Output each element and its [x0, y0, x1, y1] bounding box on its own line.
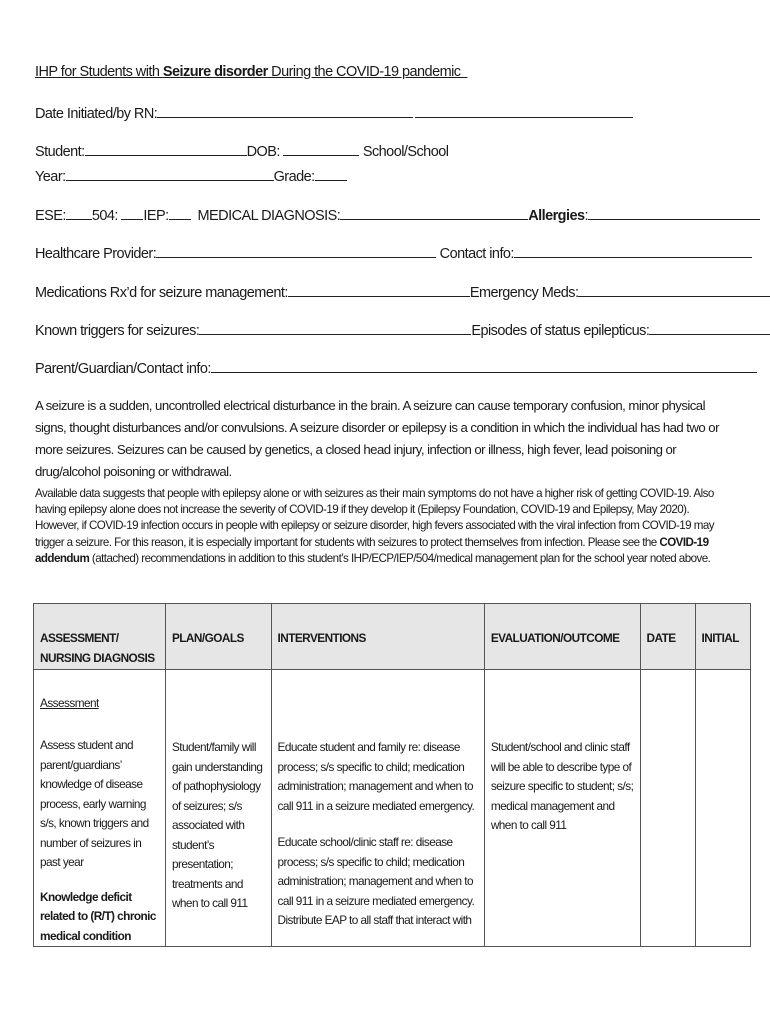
date-cell[interactable] — [640, 670, 695, 947]
allergies-label: Allergies — [528, 208, 585, 224]
student-label: Student: — [35, 144, 85, 160]
table-row — [34, 670, 751, 947]
grade-blank[interactable] — [315, 166, 347, 181]
document-title — [35, 64, 467, 80]
parent-guardian-row — [35, 358, 757, 377]
allergies-colon: : — [584, 208, 588, 224]
medications-row — [35, 282, 770, 301]
header-plan-goals: PLAN/GOALS — [165, 604, 271, 670]
header-evaluation: EVALUATION/OUTCOME — [484, 604, 640, 670]
covid-paragraph — [35, 486, 735, 567]
header-assessment: ASSESSMENT/ NURSING DIAGNOSIS — [34, 604, 166, 670]
assessment-text: Assess student and parent/guardians’ knowledge of disease process, early warning s/s, known triggers and number of seizures in past year — [40, 738, 149, 869]
known-triggers-row — [35, 320, 770, 339]
care-plan-table — [33, 603, 751, 947]
assessment-cell[interactable] — [34, 670, 166, 947]
header-date: DATE — [640, 604, 695, 670]
emergency-meds-label: Emergency Meds: — [469, 285, 579, 301]
healthcare-provider-label: Healthcare Provider: — [35, 246, 157, 262]
evaluation-cell[interactable] — [484, 670, 640, 947]
student-blank[interactable] — [85, 141, 247, 156]
date-initiated-label: Date Initiated/by RN: — [35, 106, 158, 122]
contact-info-label: Contact info: — [439, 246, 514, 262]
assessment-heading: Assessment — [40, 696, 99, 710]
iep-blank[interactable] — [169, 205, 191, 220]
header-initial: INITIAL — [695, 604, 751, 670]
covid-paragraph-text-end: (attached) recommendations in addition to this student’s IHP/ECP/IEP/504/medical management plan for the school year noted above. — [89, 551, 711, 565]
covid-addendum-reference: COVID-19 addendum — [35, 535, 709, 565]
year-label: Year: — [35, 169, 66, 185]
dob-blank[interactable] — [283, 141, 359, 156]
table-header-row — [34, 604, 751, 670]
iep-label: IEP: — [143, 208, 169, 224]
504-blank[interactable] — [121, 205, 143, 220]
interventions-cell[interactable] — [271, 670, 484, 947]
intervention-text-2: Educate school/clinic staff re: disease process; s/s specific to child; medication administration; management and when to call 911 in a seizure mediated emergency. Distribute EAP to all staff that interact with — [277, 835, 475, 927]
emergency-meds-blank[interactable] — [578, 282, 770, 297]
covid-paragraph-text: Available data suggests that people with epilepsy alone or with seizures as their main symptoms do not have a higher risk of getting COVID-19. Also having epilepsy alone does not increase the severity of COVID-19 if they develop it (Epilepsy Foundation, COVID-19 and Epilepsy, May 2020). However, if COVID-19 infection occurs in people with epilepsy or seizure disorder, high fevers associated with the viral infection from COVID-19 may trigger a seizure. For this reason, it is especially important for students with seizures to protect themselves from infection. Please see the — [35, 487, 714, 549]
dob-label: DOB: — [246, 144, 280, 160]
ese-row — [35, 205, 760, 224]
ese-label: ESE: — [35, 208, 66, 224]
rn-blank[interactable] — [415, 103, 633, 118]
medical-diagnosis-label: MEDICAL DIAGNOSIS: — [197, 208, 341, 224]
title-bold: Seizure disorder — [162, 64, 268, 80]
date-initiated-row — [35, 103, 633, 122]
episodes-blank[interactable] — [649, 320, 770, 335]
parent-guardian-label: Parent/Guardian/Contact info: — [35, 361, 211, 377]
plan-goals-cell[interactable] — [165, 670, 271, 947]
nursing-diagnosis: Knowledge deficit related to (R/T) chronic medical condition — [40, 889, 156, 943]
allergies-blank[interactable] — [588, 205, 760, 220]
504-label: 504: — [91, 208, 118, 224]
medical-diagnosis-blank[interactable] — [340, 205, 528, 220]
episodes-label: Episodes of status epilepticus: — [471, 323, 650, 339]
known-triggers-blank[interactable] — [199, 320, 471, 335]
date-initiated-blank[interactable] — [157, 103, 413, 118]
healthcare-provider-blank[interactable] — [156, 243, 436, 258]
initial-cell[interactable] — [695, 670, 751, 947]
healthcare-provider-row — [35, 243, 752, 262]
contact-info-blank[interactable] — [514, 243, 752, 258]
seizure-definition-paragraph: A seizure is a sudden, uncontrolled electrical disturbance in the brain. A seizure can cause temporary confusion, minor physical signs, thought disturbances and/or convulsions. A seizure disorder or epilepsy is a condition in which the individual has had two or more seizures. Seizures can be caused by genetics, a closed head injury, infection or illness, high fever, lead poisoning or drug/alcohol poisoning or withdrawal. — [35, 398, 719, 479]
intervention-text-1: Educate student and family re: disease process; s/s specific to child; medication administration; management and when to call 911 in a seizure mediated emergency. — [277, 740, 475, 813]
year-row — [35, 166, 347, 185]
ese-blank[interactable] — [66, 205, 92, 220]
plan-goals-text: Student/family will gain understanding of pathophysiology of seizures; s/s associated with student’s presentation; treatments and when to call 911 — [171, 740, 263, 910]
title-suffix: During the COVID-19 pandemic — [267, 64, 461, 80]
title-prefix: IHP for Students with — [35, 64, 163, 80]
known-triggers-label: Known triggers for seizures: — [35, 323, 200, 339]
school-label: School/School — [362, 144, 449, 160]
evaluation-text: Student/school and clinic staff will be able to describe type of seizure specific to student; s/s; medical management and when to call 911 — [490, 740, 634, 832]
grade-label: Grade: — [273, 169, 315, 185]
parent-guardian-blank[interactable] — [211, 358, 757, 373]
header-interventions: INTERVENTIONS — [271, 604, 484, 670]
student-row — [35, 141, 448, 160]
medications-label: Medications Rx’d for seizure management: — [35, 285, 288, 301]
medications-blank[interactable] — [288, 282, 470, 297]
year-blank[interactable] — [66, 166, 274, 181]
